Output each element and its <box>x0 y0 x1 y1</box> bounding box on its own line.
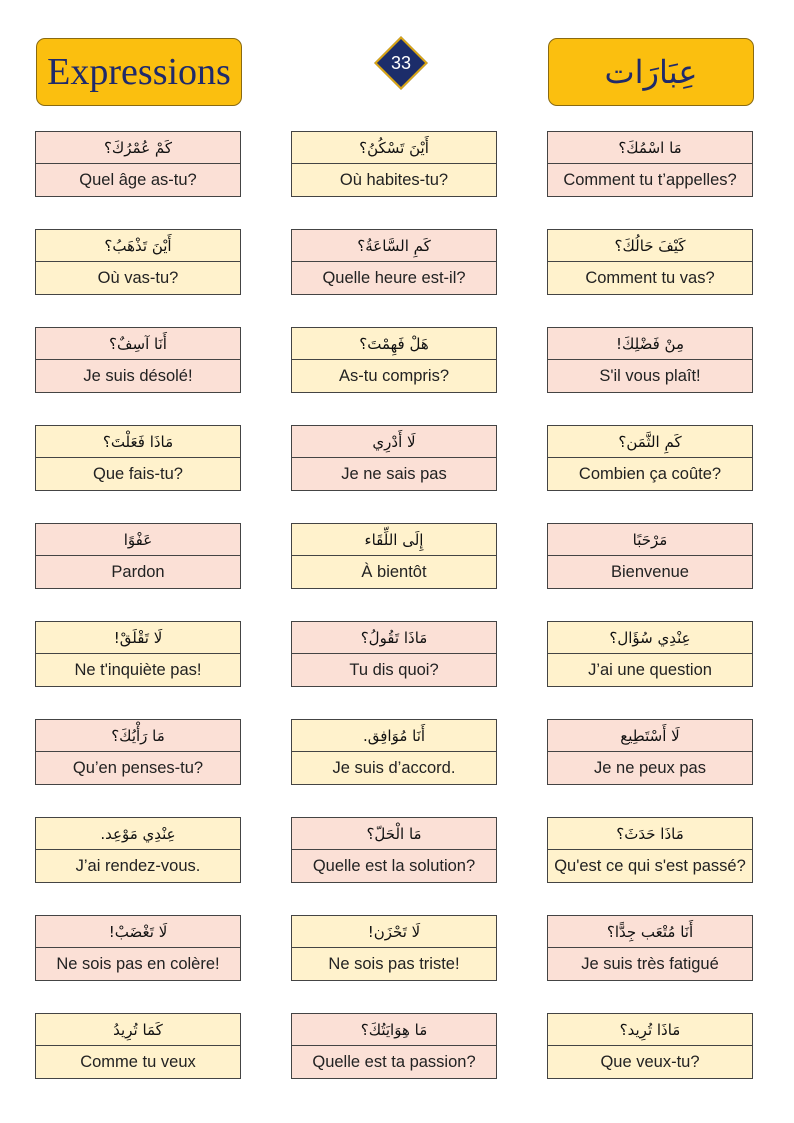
arabic-phrase: كَيْفَ حَالُكَ؟ <box>548 230 752 262</box>
french-translation: Je ne sais pas <box>292 458 496 490</box>
expression-card <box>35 131 241 197</box>
arabic-phrase: هَلْ فَهِمْتَ؟ <box>292 328 496 360</box>
arabic-phrase: لَا تَقْلَقْ! <box>36 622 240 654</box>
expression-card <box>35 327 241 393</box>
french-translation: Combien ça coûte? <box>548 458 752 490</box>
french-translation: Ne sois pas en colère! <box>36 948 240 980</box>
french-translation: Quelle heure est-il? <box>292 262 496 294</box>
french-translation: Qu'est ce qui s'est passé? <box>548 850 752 882</box>
arabic-phrase: إِلَى اللِّقَاء <box>292 524 496 556</box>
arabic-phrase: مَاذَا فَعَلْتَ؟ <box>36 426 240 458</box>
arabic-phrase: عِنْدِي سُؤَال؟ <box>548 622 752 654</box>
french-translation: Comme tu veux <box>36 1046 240 1078</box>
french-translation: Comment tu vas? <box>548 262 752 294</box>
french-translation: Qu’en penses-tu? <box>36 752 240 784</box>
french-translation: À bientôt <box>292 556 496 588</box>
french-translation: Ne t'inquiète pas! <box>36 654 240 686</box>
title-french-box <box>36 38 242 106</box>
french-translation: Quelle est ta passion? <box>292 1046 496 1078</box>
arabic-phrase: كَمِ السَّاعَةُ؟ <box>292 230 496 262</box>
french-translation: Je suis très fatigué <box>548 948 752 980</box>
arabic-phrase: مَاذَا حَدَثَ؟ <box>548 818 752 850</box>
title-arabic: عِبَارَات <box>604 53 698 91</box>
expression-card <box>547 621 753 687</box>
arabic-phrase: مِنْ فَضْلِكَ! <box>548 328 752 360</box>
arabic-phrase: لَا تَغْضَبْ! <box>36 916 240 948</box>
french-translation: Quel âge as-tu? <box>36 164 240 196</box>
title-arabic-box <box>548 38 754 106</box>
arabic-phrase: أَيْنَ تَذْهَبُ؟ <box>36 230 240 262</box>
expression-card <box>291 1013 497 1079</box>
arabic-phrase: كَمِ الثَّمَن؟ <box>548 426 752 458</box>
arabic-phrase: مَا اسْمُكَ؟ <box>548 132 752 164</box>
arabic-phrase: مَاذَا تَقُولُ؟ <box>292 622 496 654</box>
expression-card <box>291 817 497 883</box>
french-translation: Quelle est la solution? <box>292 850 496 882</box>
arabic-phrase: مَا الْحَلّ؟ <box>292 818 496 850</box>
expression-card <box>291 523 497 589</box>
french-translation: Où vas-tu? <box>36 262 240 294</box>
expression-card <box>547 327 753 393</box>
french-translation: J’ai une question <box>548 654 752 686</box>
expression-card <box>35 817 241 883</box>
french-translation: J’ai rendez-vous. <box>36 850 240 882</box>
french-translation: S'il vous plaît! <box>548 360 752 392</box>
arabic-phrase: مَا هِوَايَتُكَ؟ <box>292 1014 496 1046</box>
arabic-phrase: لَا تَحْزَن! <box>292 916 496 948</box>
expression-card <box>35 229 241 295</box>
expression-card <box>291 131 497 197</box>
arabic-phrase: عِنْدِي مَوْعِد. <box>36 818 240 850</box>
french-translation: Tu dis quoi? <box>292 654 496 686</box>
french-translation: Pardon <box>36 556 240 588</box>
french-translation: Où habites-tu? <box>292 164 496 196</box>
expression-card <box>35 719 241 785</box>
expression-card <box>35 621 241 687</box>
expression-card <box>547 229 753 295</box>
arabic-phrase: مَاذَا تُرِيد؟ <box>548 1014 752 1046</box>
french-translation: Bienvenue <box>548 556 752 588</box>
expression-card <box>547 915 753 981</box>
title-french: Expressions <box>47 51 231 93</box>
french-translation: Je suis désolé! <box>36 360 240 392</box>
french-translation: Je suis d’accord. <box>292 752 496 784</box>
expression-card <box>291 719 497 785</box>
arabic-phrase: لَا أَسْتَطِيع <box>548 720 752 752</box>
french-translation: Ne sois pas triste! <box>292 948 496 980</box>
french-translation: As-tu compris? <box>292 360 496 392</box>
arabic-phrase: لَا أَدْرِي <box>292 426 496 458</box>
arabic-phrase: كَمْ عُمْرُكَ؟ <box>36 132 240 164</box>
expression-card <box>547 523 753 589</box>
expression-card <box>291 425 497 491</box>
arabic-phrase: كَمَا تُرِيدُ <box>36 1014 240 1046</box>
expression-card <box>547 1013 753 1079</box>
arabic-phrase: مَرْحَبًا <box>548 524 752 556</box>
expression-card <box>291 327 497 393</box>
expression-card <box>35 425 241 491</box>
french-translation: Je ne peux pas <box>548 752 752 784</box>
expression-card <box>35 1013 241 1079</box>
expression-card <box>547 425 753 491</box>
expression-card <box>291 229 497 295</box>
expression-card <box>35 523 241 589</box>
arabic-phrase: مَا رَأْيُكَ؟ <box>36 720 240 752</box>
arabic-phrase: أَيْنَ تَسْكُنُ؟ <box>292 132 496 164</box>
expression-card <box>35 915 241 981</box>
expressions-grid <box>35 131 753 1079</box>
french-translation: Comment tu t’appelles? <box>548 164 752 196</box>
arabic-phrase: أَنَا آسِفٌ؟ <box>36 328 240 360</box>
arabic-phrase: أَنَا مُوَافِق. <box>292 720 496 752</box>
expression-card <box>291 621 497 687</box>
expression-card <box>291 915 497 981</box>
french-translation: Que veux-tu? <box>548 1046 752 1078</box>
french-translation: Que fais-tu? <box>36 458 240 490</box>
arabic-phrase: عَفْوًا <box>36 524 240 556</box>
expression-card <box>547 817 753 883</box>
expression-card <box>547 131 753 197</box>
page-number: 33 <box>390 52 412 73</box>
expression-card <box>547 719 753 785</box>
arabic-phrase: أَنَا مُتْعَب جِدًّا؟ <box>548 916 752 948</box>
